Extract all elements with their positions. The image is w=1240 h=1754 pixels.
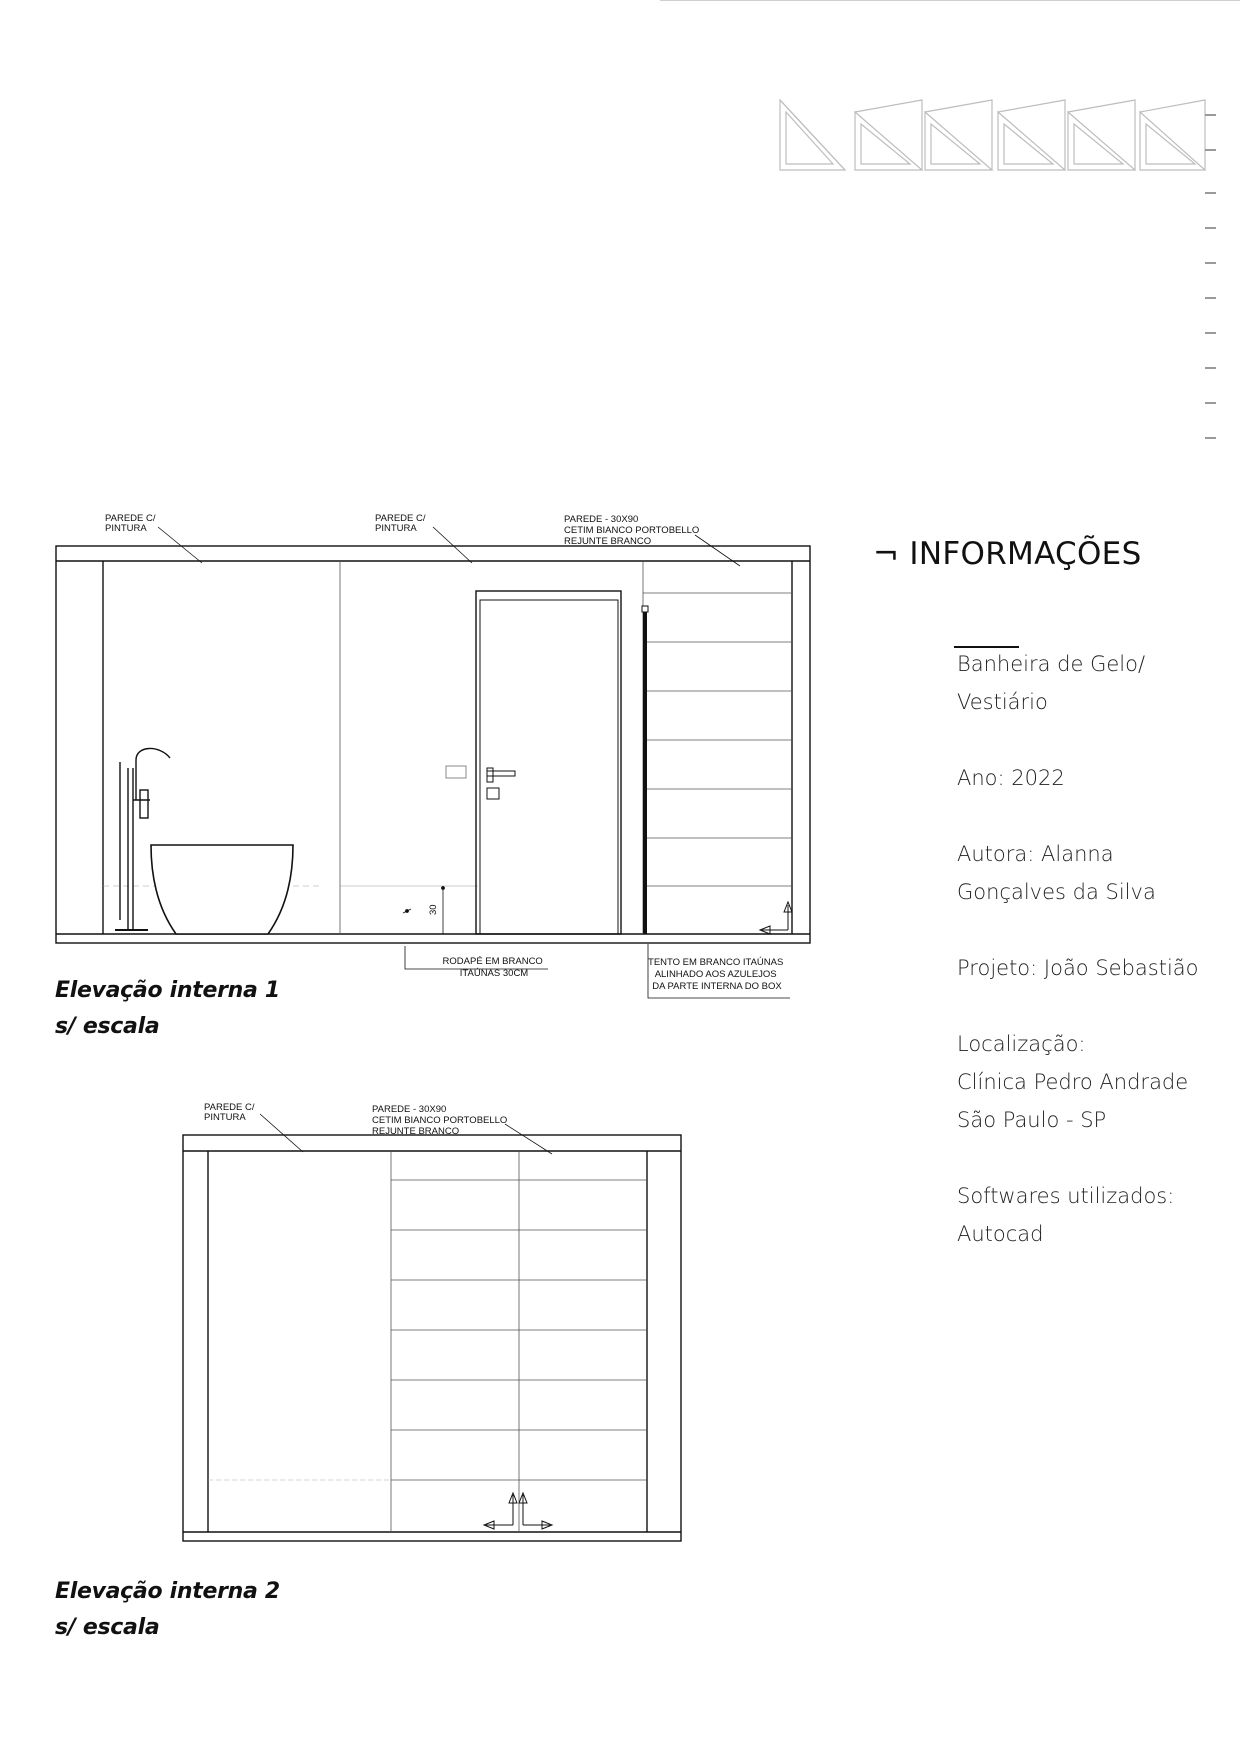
note-baseboard: RODAPÉ EM BRANCO ITAÚNAS 30CM [442, 956, 543, 979]
caption-title: Elevação interna 1 [55, 978, 280, 1003]
info-line: Banheira de Gelo/ [957, 652, 1146, 676]
info-line [957, 797, 1227, 835]
info-line: Softwares utilizados: [957, 1184, 1175, 1208]
info-line [957, 721, 1227, 759]
info-title: ¬ INFORMAÇÕES [873, 536, 1142, 572]
caption-scale: s/ escala [55, 1615, 160, 1640]
note-wall-paint: PAREDE C/ PINTURA [204, 1102, 255, 1123]
info-line: Clínica Pedro Andrade [957, 1070, 1189, 1094]
info-line: Vestiário [957, 690, 1048, 714]
info-line: Localização: [957, 1032, 1086, 1056]
section-marker-icon [484, 1493, 552, 1529]
note-wall-paint-1: PAREDE C/ PINTURA [105, 513, 156, 534]
note-wall-tile: PAREDE - 30X90 CETIM BIANCO PORTOBELLO REJUNTE BRANCO [372, 1104, 508, 1137]
info-line [957, 1139, 1227, 1177]
note-wall-tile: PAREDE - 30X90 CETIM BIANCO PORTOBELLO REJUNTE BRANCO [564, 514, 700, 547]
info-panel [957, 645, 1227, 1253]
info-line: Ano: 2022 [957, 766, 1065, 790]
elevation-2-caption [55, 1574, 280, 1646]
info-line [957, 911, 1227, 949]
info-line: Autocad [957, 1222, 1044, 1246]
caption-title: Elevação interna 2 [55, 1579, 280, 1604]
info-line [957, 987, 1227, 1025]
note-wall-paint-2: PAREDE C/ PINTURA [375, 513, 426, 534]
info-line: Autora: Alanna [957, 842, 1114, 866]
elevation-2-tiles [391, 1151, 647, 1532]
elevation-1-caption [55, 973, 280, 1045]
note-trim: TENTO EM BRANCO ITAÚNAS ALINHADO AOS AZULEJOS DA PARTE INTERNA DO BOX [648, 957, 784, 992]
info-line: Gonçalves da Silva [957, 880, 1156, 904]
info-line: Projeto: João Sebastião [957, 956, 1199, 980]
caption-scale: s/ escala [55, 1014, 160, 1039]
dimension-label: 30 [428, 904, 439, 915]
info-line: São Paulo - SP [957, 1108, 1107, 1132]
